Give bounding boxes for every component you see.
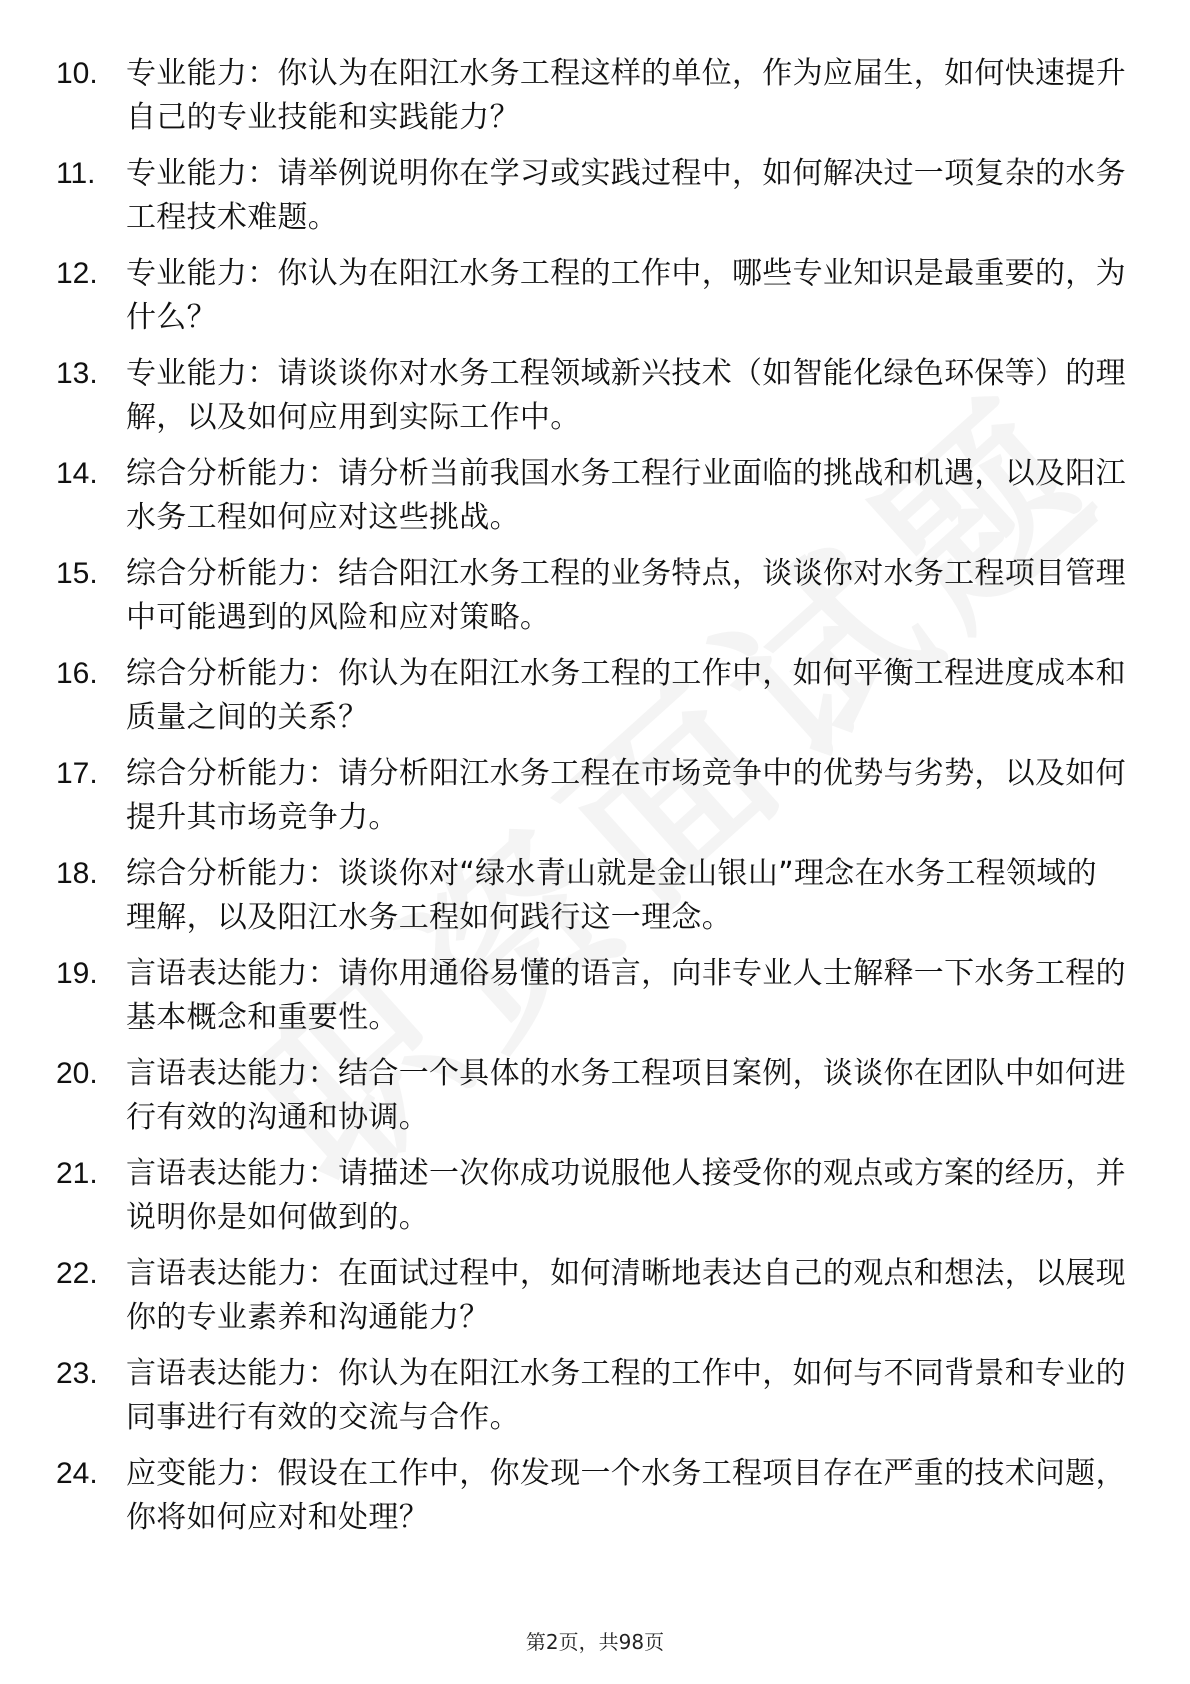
question-text: 综合分析能力：请分析当前我国水务工程行业面临的挑战和机遇，以及阳江水务工程如何应对这些挑战。 xyxy=(126,456,1126,535)
question-text: 专业能力：请举例说明你在学习或实践过程中，如何解决过一项复杂的水务工程技术难题。 xyxy=(126,156,1126,235)
question-number: 21. xyxy=(56,1157,98,1190)
question-text: 言语表达能力：结合一个具体的水务工程项目案例，谈谈你在团队中如何进行有效的沟通和协调。 xyxy=(126,1056,1126,1135)
question-item-15 xyxy=(0,552,1190,652)
question-item-19 xyxy=(0,952,1190,1052)
question-text: 言语表达能力：请你用通俗易懂的语言，向非专业人士解释一下水务工程的基本概念和重要性。 xyxy=(126,956,1126,1035)
question-item-22 xyxy=(0,1252,1190,1352)
question-number: 11. xyxy=(56,157,96,190)
question-number: 24. xyxy=(56,1457,98,1490)
question-text: 综合分析能力：请分析阳江水务工程在市场竞争中的优势与劣势，以及如何提升其市场竞争力。 xyxy=(126,756,1126,835)
question-number: 22. xyxy=(56,1257,98,1290)
question-number: 18. xyxy=(56,857,98,890)
question-item-21 xyxy=(0,1152,1190,1252)
question-number: 20. xyxy=(56,1057,98,1090)
question-item-10 xyxy=(0,52,1190,152)
question-item-11 xyxy=(0,152,1190,252)
question-item-20 xyxy=(0,1052,1190,1152)
question-text: 综合分析能力：结合阳江水务工程的业务特点，谈谈你对水务工程项目管理中可能遇到的风险和应对策略。 xyxy=(126,556,1126,635)
question-text: 言语表达能力：在面试过程中，如何清晰地表达自己的观点和想法，以展现你的专业素养和沟通能力？ xyxy=(126,1256,1126,1335)
question-item-24 xyxy=(0,1452,1190,1552)
page-footer xyxy=(0,1626,1190,1655)
question-item-23 xyxy=(0,1352,1190,1452)
question-text: 专业能力：你认为在阳江水务工程的工作中，哪些专业知识是最重要的，为什么？ xyxy=(126,256,1126,335)
question-item-16 xyxy=(0,652,1190,752)
question-text: 言语表达能力：请描述一次你成功说服他人接受你的观点或方案的经历，并说明你是如何做到的。 xyxy=(126,1156,1126,1235)
question-item-18 xyxy=(0,852,1190,952)
question-item-12 xyxy=(0,252,1190,352)
question-number: 17. xyxy=(56,757,98,790)
question-item-17 xyxy=(0,752,1190,852)
question-text: 综合分析能力：你认为在阳江水务工程的工作中，如何平衡工程进度成本和质量之间的关系？ xyxy=(126,656,1126,735)
question-number: 23. xyxy=(56,1357,98,1390)
question-number: 16. xyxy=(56,657,98,690)
question-number: 14. xyxy=(56,457,98,490)
question-number: 12. xyxy=(56,257,98,290)
question-item-14 xyxy=(0,452,1190,552)
question-text: 应变能力：假设在工作中，你发现一个水务工程项目存在严重的技术问题，你将如何应对和处理？ xyxy=(126,1456,1126,1535)
question-list xyxy=(0,52,1190,1552)
question-number: 19. xyxy=(56,957,98,990)
question-number: 13. xyxy=(56,357,98,390)
question-text: 专业能力：你认为在阳江水务工程这样的单位，作为应届生，如何快速提升自己的专业技能和实践能力？ xyxy=(126,56,1126,135)
page-number: 第2页，共98页 xyxy=(525,1630,665,1654)
question-number: 15. xyxy=(56,557,98,590)
question-text: 言语表达能力：你认为在阳江水务工程的工作中，如何与不同背景和专业的同事进行有效的交流与合作。 xyxy=(126,1356,1126,1435)
question-text: 专业能力：请谈谈你对水务工程领域新兴技术（如智能化绿色环保等）的理解，以及如何应用到实际工作中。 xyxy=(126,356,1126,435)
question-item-13 xyxy=(0,352,1190,452)
question-number: 10. xyxy=(56,57,98,90)
question-text: 综合分析能力：谈谈你对“绿水青山就是金山银山”理念在水务工程领域的理解，以及阳江水务工程如何践行这一理念。 xyxy=(126,856,1097,935)
